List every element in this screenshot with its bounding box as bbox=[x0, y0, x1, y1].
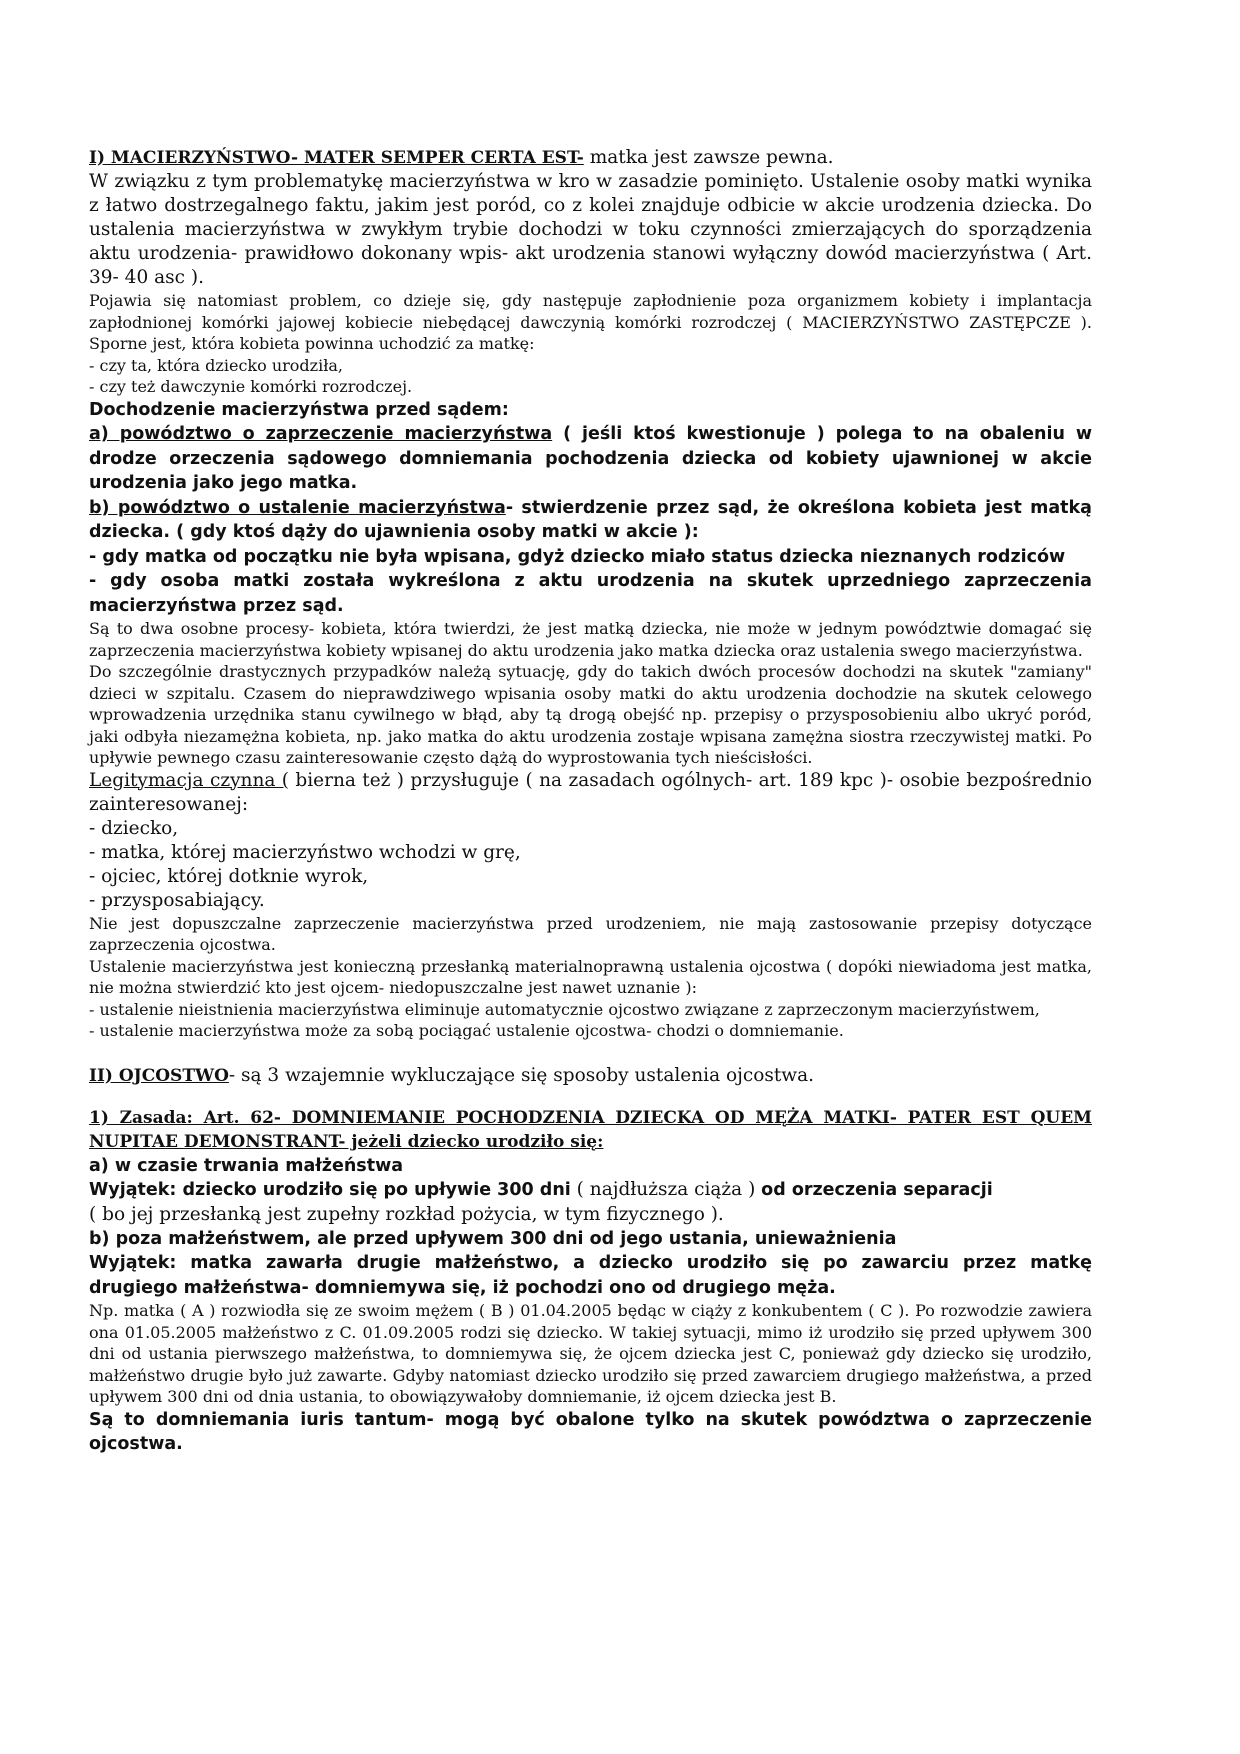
spacer bbox=[89, 1088, 1092, 1106]
standing-title: Legitymacja czynna ( bbox=[89, 769, 289, 791]
list-item: - czy też dawczynie komórki rozrodczej. bbox=[89, 377, 413, 396]
rule-heading: 1) Zasada: Art. 62- DOMNIEMANIE POCHODZENIA DZIECKA OD MĘŻA MATKI- PATER EST QUEM NUPITAE DEMONSTRANT- jeżeli dziecko urodziło się: bbox=[89, 1107, 1092, 1152]
exception-1-bold: od orzeczenia separacji bbox=[761, 1180, 993, 1200]
action-b-title: b) powództwo o ustalenie macierzyństwa bbox=[89, 497, 506, 518]
rule-case-a: a) w czasie trwania małżeństwa bbox=[89, 1155, 404, 1176]
action-b-text: - stwierdzenie przez sąd, że określona kobieta jest matką dziecka. ( gdy ktoś dąży do ujawnienia osoby matki w akcie ): bbox=[89, 497, 1092, 542]
action-a-paragraph bbox=[89, 422, 1092, 496]
rule-case-b: b) poza małżeństwem, ale przed upływem 300 dni od jego ustania, unieważnienia bbox=[89, 1228, 897, 1249]
prerequisite-paragraph: Ustalenie macierzyństwa jest konieczną przesłanką materialnoprawną ustalenia ojcostwa ( dopóki niewiadoma jest matka, nie można stwierdzić kto jest ojcem- niedopuszczalne jest nawet uznanie ): bbox=[89, 956, 1092, 997]
list-item: - czy ta, która dziecko urodziła, bbox=[89, 355, 343, 375]
maternity-intro-paragraph: W związku z tym problematykę macierzyństwa w kro w zasadzie pominięto. Ustalenie osoby matki wynika z łatwo dostrzegalnego faktu, jakim jest poród, co z kolei znajduje odbicie w akcie urodzenia dziecka. Do ustalenia macierzyństwa w zwykłym trybie dochodzi w toku czynności zmierzających do sporządzenia aktu urodzenia- prawidłowo dokonany wpis- akt urodzenia stanowi wyłączny dowód macierzyństwa ( Art. 39- 40 asc ). bbox=[89, 171, 1092, 288]
standing-text: bierna też ) przysługuje ( na zasadach ogólnych- art. 189 kpc )- osobie bezpośrednio zainteresowanej: bbox=[89, 769, 1092, 815]
court-heading: Dochodzenie macierzyństwa przed sądem: bbox=[89, 399, 509, 420]
exception-1-note: ( najdłuższa ciąża ) bbox=[570, 1179, 762, 1200]
document-page bbox=[89, 146, 1092, 1457]
list-item: - dziecko, bbox=[89, 817, 179, 839]
paternity-title-heading: II) OJCOSTWO bbox=[89, 1065, 229, 1086]
list-item: - gdy matka od początku nie była wpisana, gdyż dziecko miało status dziecka nieznanych rodziców bbox=[89, 546, 1066, 567]
exception-1-lead: Wyjątek: dziecko urodziło się po upływie 300 dni bbox=[89, 1180, 571, 1200]
list-item: - ustalenie macierzyństwa może za sobą pociągać ustalenie ojcostwa- chodzi o domniemanie. bbox=[89, 1021, 844, 1040]
action-a-text: ( jeśli ktoś kwestionuje ) polega to na obaleniu w drodze orzeczenia sądowego domniemania pochodzenia dziecka od kobiety ujawnionej w akcie urodzenia jako jego matka. bbox=[89, 424, 1092, 493]
action-a-title: a) powództwo o zaprzeczenie macierzyństwa bbox=[89, 424, 553, 444]
maternity-title-heading: I) MACIERZYŃSTWO- MATER SEMPER CERTA EST- bbox=[89, 148, 584, 168]
example-paragraph: Np. matka ( A ) rozwiodła się ze swoim mężem ( B ) 01.04.2005 będąc w ciąży z konkubentem ( C ). Po rozwodzie zawiera ona 01.05.2005 małżeństwo z C. 01.09.2005 rodzi się dziecko. W takiej sytuacji, mimo iż urodziło się przed upływem 300 dni od ustania pierwszego małżeństwa, to domniemywa się, że ojcem dziecka jest C, ponieważ gdy dziecko się urodziło, małżeństwo drugie było już zawarte. Gdyby natomiast dziecko urodziło się przed zawarciem drugiego małżeństwa, a przed upływem 300 dni od dnia ustania, to obowiązywałoby domniemanie, iż ojcem dziecka jest B. bbox=[89, 1301, 1092, 1406]
list-item: - gdy osoba matki została wykreślona z aktu urodzenia na skutek uprzedniego zaprzeczenia macierzyństwa przez sąd. bbox=[89, 571, 1092, 616]
final-paragraph: Są to domniemania iuris tantum- mogą być obalone tylko na skutek powództwa o zaprzeczenie ojcostwa. bbox=[89, 1409, 1092, 1454]
action-b-paragraph bbox=[89, 496, 1092, 545]
surrogate-paragraph: Pojawia się natomiast problem, co dzieje się, gdy następuje zapłodnienie poza organizmem kobiety i implantacja zapłodnionej komórki jajowej kobiecie niebędącej dawczynią komórki rozrodczej ( MACIERZYŃSTWO ZASTĘPCZE ). Sporne jest, która kobieta powinna uchodzić za matkę: bbox=[89, 291, 1092, 353]
maternity-title-rest: matka jest zawsze pewna. bbox=[583, 147, 834, 168]
list-item: - ustalenie nieistnienia macierzyństwa eliminuje automatycznie ojcostwo związane z zaprzeczonym macierzyństwem, bbox=[89, 999, 1040, 1019]
exception-2: Wyjątek: matka zawarła drugie małżeństwo, a dziecko urodziło się po zawarciu przez matkę drugiego małżeństwa- domniemywa się, iż pochodzi ono od drugiego męża. bbox=[89, 1253, 1092, 1298]
maternity-title bbox=[89, 146, 1092, 170]
separate-processes-paragraph: Są to dwa osobne procesy- kobieta, która twierdzi, że jest matką dziecka, nie może w jednym powództwie domagać się zaprzeczenia macierzyństwa kobiety wpisanej do aktu urodzenia jako matka dziecka oraz ustalenia swego macierzyństwa. bbox=[89, 619, 1092, 660]
standing-paragraph bbox=[89, 769, 1092, 817]
paternity-title-rest: - są 3 wzajemnie wykluczające się sposoby ustalenia ojcostwa. bbox=[228, 1064, 815, 1086]
list-item: - matka, której macierzyństwo wchodzi w grę, bbox=[89, 841, 521, 863]
prenatal-paragraph: Nie jest dopuszczalne zaprzeczenie macierzyństwa przed urodzeniem, nie mają zastosowanie przepisy dotyczące zaprzeczenia ojcostwa. bbox=[89, 913, 1092, 954]
list-item: - ojciec, której dotknie wyrok, bbox=[89, 865, 369, 887]
drastic-cases-paragraph: Do szczególnie drastycznych przypadków należą sytuację, gdy do takich dwóch procesów dochodzi na skutek "zamiany" dzieci w szpitalu. Czasem do nieprawdziwego wpisania osoby matki do aktu urodzenia dochodzie na skutek celowego wprowadzenia urzędnika stanu cywilnego w błąd, aby tą drogą obejść np. przepisy o przysposobieniu albo ukryć poród, jaki odbyła niezamężna kobieta, np. jako matka do aktu urodzenia zostaje wpisana zamężna siostra rzeczywistej matki. Po upływie pewnego czasu zainteresowanie często dążą do wyprostowania tych nieścisłości. bbox=[89, 662, 1092, 767]
spacer bbox=[89, 1042, 1092, 1064]
list-item: - przysposabiający. bbox=[89, 889, 265, 911]
exception-1 bbox=[89, 1178, 1092, 1227]
paternity-title bbox=[89, 1064, 1092, 1088]
exception-1-tail: ( bo jej przesłanką jest zupełny rozkład pożycia, w tym fizycznego ). bbox=[89, 1203, 724, 1225]
